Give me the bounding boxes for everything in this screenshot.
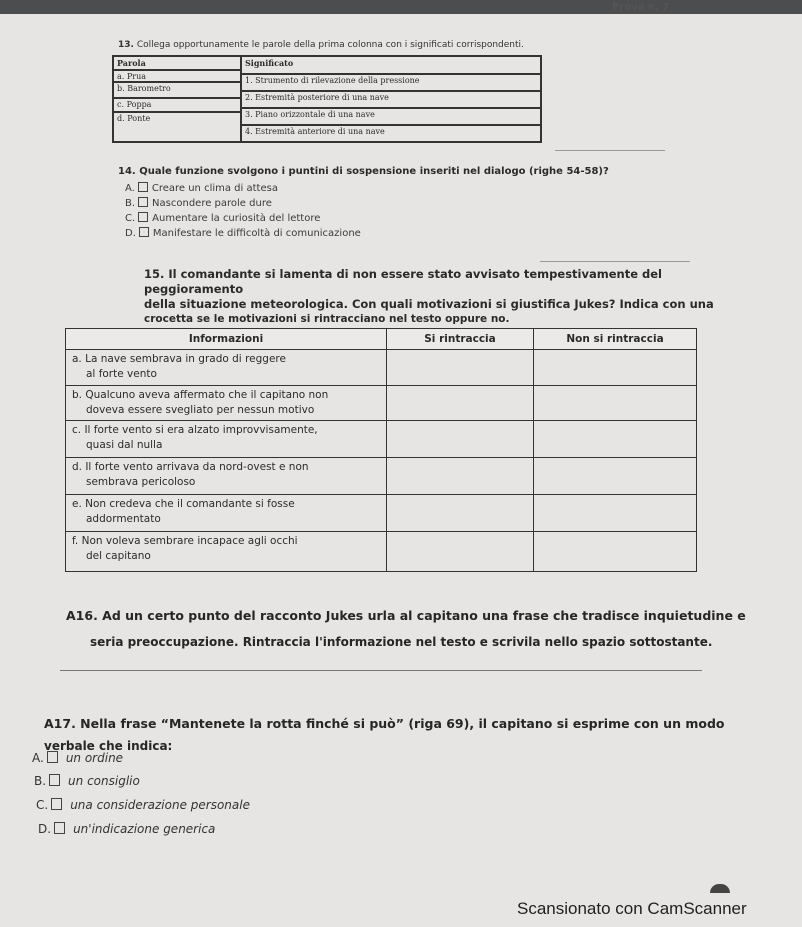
option-text: Manifestare le difficoltà di comunicazione [152,228,361,239]
question-13-text [118,40,524,50]
matching-header-significato: Significato [241,56,541,74]
row-text: f. Non voleva sembrare incapace agli occhi [72,535,298,547]
answer-cell-si[interactable] [386,385,534,421]
option-letter: A. [32,751,44,765]
q14-option-a[interactable] [125,182,278,194]
row-text: sembrava pericoloso [86,476,196,488]
question-14-text: 14. Quale funzione svolgono i puntini di sospensione inseriti nel dialogo (righe 54-58)? [118,166,609,177]
matching-significato: 4. Estremità anteriore di una nave [241,125,541,142]
q16-line: seria preoccupazione. Rintraccia l'informazione nel testo e scrivila nello spazio sottostante. [90,635,713,649]
table-row-info [65,494,387,532]
question-16-text [66,603,746,655]
checkbox-c[interactable] [138,212,148,222]
divider [540,261,690,262]
checkbox-b[interactable] [138,197,148,207]
question-13-prompt: Collega opportunamente le parole della prima colonna con i significati corrispondenti. [136,40,524,50]
camscanner-logo-icon [710,884,730,893]
matching-significato: 3. Piano orizzontale di una nave [241,108,541,125]
matching-parola: b. Barometro [113,82,241,98]
matching-significato: 2. Estremità posteriore di una nave [241,91,541,108]
answer-cell-si[interactable] [386,420,534,458]
table-row-info [65,385,387,421]
question-17-text [44,716,744,753]
row-text: del capitano [86,550,151,562]
answer-cell-non[interactable] [533,457,697,495]
option-letter: B. [34,774,47,788]
answer-cell-non[interactable] [533,420,697,458]
matching-parola: c. Poppa [113,98,241,112]
q17-option-b[interactable] [34,774,140,788]
option-letter: B. [125,198,136,209]
motivations-table [65,328,697,572]
q14-option-d[interactable] [125,227,361,239]
q15-line: 15. Il comandante si lamenta di non essere stato avvisato tempestivamente del peggioramento [144,267,662,296]
row-text: e. Non credeva che il comandante si fosse [72,498,295,510]
q15-line: della situazione meteorologica. Con quali motivazioni si giustifica Jukes? Indica con una [144,297,714,311]
table-row-info [65,457,387,495]
q14-option-b[interactable] [125,197,272,209]
table-row-info [65,531,387,572]
matching-table [112,55,542,143]
q16-line: A16. Ad un certo punto del racconto Jukes urla al capitano una frase che tradisce inquietudine e [66,608,746,623]
row-text: a. La nave sembrava in grado di reggere [72,353,286,365]
checkbox-c[interactable] [51,798,62,810]
matching-parola: a. Prua [113,70,241,82]
q17-option-a[interactable] [32,751,123,765]
header-non-si-rintraccia: Non si rintraccia [533,328,697,350]
checkbox-b[interactable] [49,774,60,786]
header-informazioni: Informazioni [65,328,387,350]
option-text: un consiglio [68,774,140,788]
row-text: b. Qualcuno aveva affermato che il capitano non [72,389,329,401]
row-text: quasi dal nulla [86,439,163,451]
option-letter: D. [38,822,52,836]
header-si-rintraccia: Si rintraccia [386,328,534,350]
q15-line: crocetta se le motivazioni si rintracciano nel testo oppure no. [144,313,510,325]
question-13-number: 13. [118,40,134,50]
divider [555,150,665,151]
matching-parola: d. Ponte [113,112,241,142]
option-letter: D. [125,228,136,239]
table-row-info [65,349,387,386]
q17-line: verbale che indica: [44,739,173,753]
table-row-info [65,420,387,458]
row-text: doveva essere svegliato per nessun motivo [86,404,315,416]
matching-header-parola: Parola [113,56,241,70]
option-text: Creare un clima di attesa [151,183,278,194]
row-text: al forte vento [86,368,157,380]
option-text: un ordine [65,751,124,765]
answer-cell-non[interactable] [533,531,697,572]
option-letter: C. [125,213,136,224]
q17-line: A17. Nella frase “Mantenete la rotta finché si può” (riga 69), il capitano si esprime con un modo [44,716,725,731]
option-text: Nascondere parole dure [152,198,272,209]
option-text: un'indicazione generica [73,822,216,836]
row-text: addormentato [86,513,161,525]
answer-line[interactable] [60,670,702,671]
checkbox-a[interactable] [47,751,58,763]
question-15-text [144,267,714,327]
answer-cell-non[interactable] [533,349,697,386]
answer-cell-si[interactable] [386,531,534,572]
scanner-watermark: Scansionato con CamScanner [517,899,747,918]
answer-cell-non[interactable] [533,385,697,421]
checkbox-d[interactable] [139,227,149,237]
q17-option-d[interactable] [38,822,215,836]
option-text: Aumentare la curiosità del lettore [152,213,321,224]
checkbox-d[interactable] [54,822,65,834]
row-text: d. Il forte vento arrivava da nord-ovest e non [72,461,309,473]
q14-option-c[interactable] [125,212,320,224]
option-text: una considerazione personale [70,798,250,812]
row-text: c. Il forte vento si era alzato improvvisamente, [72,424,318,436]
answer-cell-non[interactable] [533,494,697,532]
option-letter: A. [125,183,135,194]
matching-significato: 1. Strumento di rilevazione della pressione [241,74,541,91]
answer-cell-si[interactable] [386,349,534,386]
checkbox-a[interactable] [138,182,148,192]
test-number-label: Prova n. 7 [612,2,670,13]
answer-cell-si[interactable] [386,457,534,495]
q17-option-c[interactable] [36,798,250,812]
option-letter: C. [36,798,49,812]
answer-cell-si[interactable] [386,494,534,532]
